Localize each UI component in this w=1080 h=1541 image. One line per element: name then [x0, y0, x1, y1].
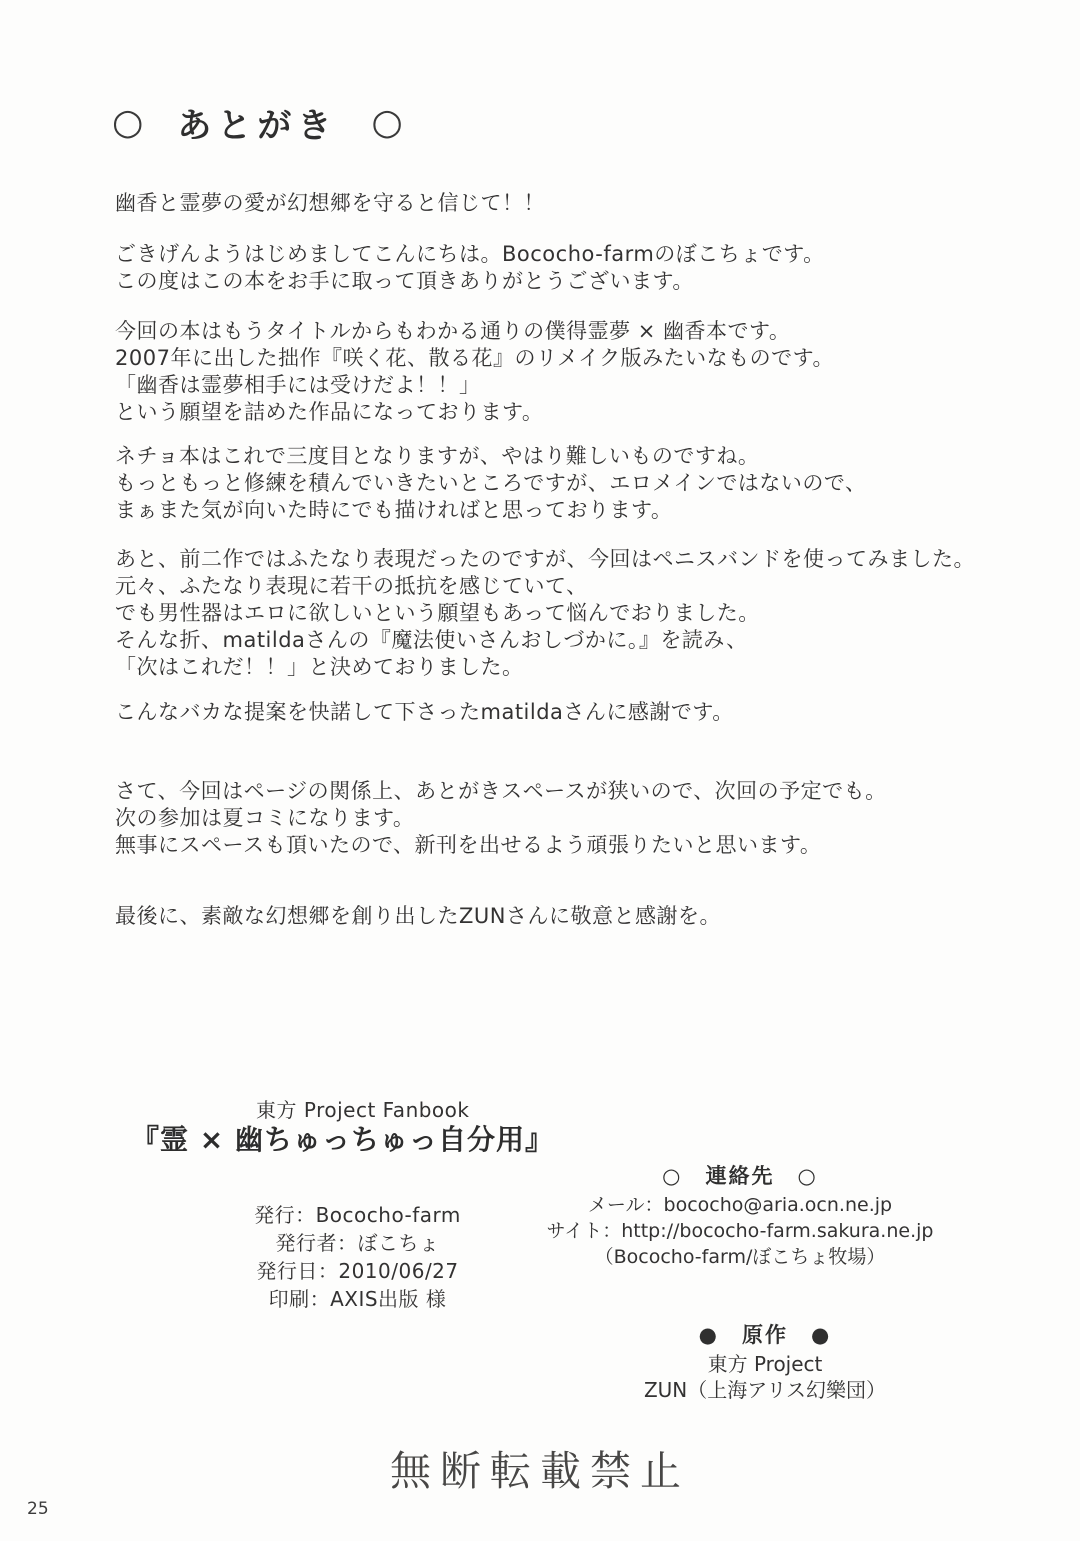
title-circle-left: ○: [112, 102, 144, 143]
contact-site-line: サイト：http://bococho-farm.sakura.ne.jp: [546, 1220, 934, 1242]
original-work-info: [600, 1322, 930, 1403]
afterword-line: 次の参加は夏コミになります。: [115, 806, 415, 830]
original-series-line: 東方 Project: [707, 1352, 823, 1376]
afterword-line: 幽香と霊夢の愛が幻想郷を守ると信じて！！: [115, 191, 545, 215]
afterword-paragraph: [115, 699, 1015, 726]
publish-date-line: 発行日：2010/06/27: [256, 1259, 459, 1283]
afterword-line: まぁまた気が向いた時にでも描ければと思っております。: [115, 498, 673, 522]
afterword-paragraph: [115, 546, 1015, 681]
afterword-line: 今回の本はもうタイトルからもわかる通りの僕得霊夢 × 幽香本です。: [115, 319, 791, 343]
afterword-line: 無事にスペースも頂いたので、新刊を出せるよう頑張りたいと思います。: [115, 833, 822, 857]
contact-heading: ○ 連絡先 ○: [662, 1164, 818, 1188]
publisher-circle-line: 発行：Bococho-farm: [254, 1203, 461, 1227]
afterword-body: [115, 190, 1015, 930]
afterword-line: という願望を詰めた作品になっております。: [115, 400, 544, 424]
publisher-author-line: 発行者：ぼこちょ: [275, 1231, 440, 1255]
afterword-line: 最後に、素敵な幻想郷を創り出したZUNさんに敬意と感謝を。: [115, 904, 721, 928]
afterword-line: ネチョ本はこれで三度目となりますが、やはり難しいものですね。: [115, 444, 760, 468]
afterword-line: あと、前二作ではふたなり表現だったのですが、今回はペニスバンドを使ってみました。: [115, 547, 975, 571]
afterword-line: ごきげんようはじめましてこんにちは。Bococho-farmのぼこちょです。: [115, 242, 825, 266]
afterword-line: 「幽香は霊夢相手には受けだよ！！」: [115, 373, 481, 397]
contact-email-line: メール：bococho@aria.ocn.ne.jp: [587, 1194, 893, 1216]
title-circle-right: ○: [371, 102, 403, 143]
afterword-line: 2007年に出した拙作『咲く花、散る花』のリメイク版みたいなものです。: [115, 346, 835, 370]
contact-name-line: （Bococho-farm/ぼこちょ牧場）: [594, 1246, 886, 1268]
page-title-text: あとがき: [177, 106, 338, 146]
book-title: 『霊 × 幽ちゅっちゅっ自分用』: [131, 1123, 554, 1156]
publisher-info: [205, 1201, 510, 1313]
page-number: 25: [27, 1499, 49, 1519]
afterword-line: 「次はこれだ！！」と決めておりました。: [115, 655, 524, 679]
afterword-line: こんなバカな提案を快諾して下さったmatildaさんに感謝です。: [115, 700, 734, 724]
no-reproduction-notice: 無断転載禁止: [390, 1447, 690, 1495]
original-author-line: ZUN（上海アリス幻樂団）: [643, 1378, 887, 1402]
afterword-line: もっともっと修練を積んでいきたいところですが、エロメインではないので、: [115, 471, 867, 495]
afterword-paragraph: [115, 190, 1015, 217]
afterword-paragraph: [115, 903, 1015, 930]
page-title: [112, 98, 403, 147]
afterword-paragraph: [115, 443, 1015, 524]
printer-line: 印刷：AXIS出版 様: [268, 1287, 447, 1311]
afterword-line: 元々、ふたなり表現に若干の抵抗を感じていて、: [115, 574, 588, 598]
afterword-line: そんな折、matildaさんの『魔法使いさんおしづかに。』を読み、: [115, 628, 748, 652]
afterword-paragraph: [115, 241, 1015, 295]
afterword-paragraph: [115, 318, 1015, 426]
fanbook-series-label: 東方 Project Fanbook: [256, 1098, 470, 1122]
afterword-line: この度はこの本をお手に取って頂きありがとうございます。: [115, 269, 694, 293]
original-heading: ● 原作 ●: [698, 1323, 832, 1347]
afterword-line: でも男性器はエロに欲しいという願望もあって悩んでおりました。: [115, 601, 760, 625]
afterword-paragraph: [115, 778, 1015, 859]
afterword-line: さて、今回はページの関係上、あとがきスペースが狭いので、次回の予定でも。: [115, 779, 887, 803]
contact-info: [520, 1163, 960, 1270]
